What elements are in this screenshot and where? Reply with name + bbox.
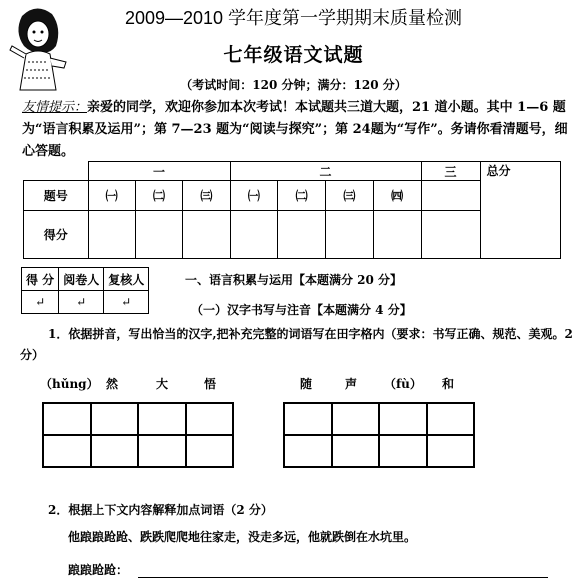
total-score-header: 总分: [480, 162, 560, 259]
grader-cell[interactable]: ↵: [104, 291, 149, 314]
intro-lead: 友情提示：: [22, 100, 88, 115]
pinyin-blank: （fù）: [384, 377, 422, 391]
score-table: [23, 161, 561, 259]
grader-header: 得 分: [22, 268, 59, 291]
score-cell[interactable]: [183, 211, 230, 259]
given-char: 然: [106, 377, 119, 391]
exam-meta: （考试时间：120 分钟；满分：120 分）: [180, 78, 407, 92]
question-1-text: 1．依据拼音，写出恰当的汉字,把补充完整的词语写在田字格内（要求：书写正确、规范、美观。2 分）: [20, 327, 573, 362]
given-char: 和: [442, 377, 455, 391]
section-header-3: 三: [421, 162, 480, 181]
score-cell[interactable]: [326, 211, 374, 259]
grader-cell[interactable]: ↵: [59, 291, 104, 314]
question-2-sentence: 他踉踉跄跄、跌跌爬爬地往家走，没走多远，他就跌倒在水坑里。: [68, 530, 417, 544]
subitem: ㈡: [278, 181, 326, 211]
score-cell[interactable]: [230, 211, 278, 259]
given-char: 悟: [204, 377, 217, 391]
subitem: ㈢: [183, 181, 230, 211]
pinyin-blank: （hǔng）: [40, 377, 99, 391]
intro-text: 亲爱的同学，欢迎你参加本次考试！本试题共三道大题，21 道小题。其中 1—6 题为“语言积累及运用”；第 7—23 题为“阅读与探究”；第 24题为“写作”。务请你看清题号，细心答题。: [22, 100, 568, 159]
exam-subtitle: 七年级语文试题: [223, 44, 364, 66]
grader-table: [21, 267, 149, 314]
writing-grid-left[interactable]: [42, 402, 234, 468]
grader-header: 阅卷人: [59, 268, 104, 291]
subitem: ㈠: [88, 181, 135, 211]
given-char: 声: [345, 377, 358, 391]
subitem: ㈣: [373, 181, 421, 211]
subitem: ㈡: [135, 181, 182, 211]
score-cell[interactable]: [278, 211, 326, 259]
grader-header: 复核人: [104, 268, 149, 291]
section-header-1: 一: [88, 162, 230, 181]
score-cell[interactable]: [88, 211, 135, 259]
intro-paragraph: [22, 97, 577, 163]
writing-grid-right[interactable]: [283, 402, 475, 468]
subitem: ㈢: [326, 181, 374, 211]
question-2-text: 2．根据上下文内容解释加点词语（2 分）: [48, 503, 273, 517]
row-label-number: 题号: [24, 181, 89, 211]
section-heading: 一、语言积累与运用【本题满分 20 分】: [185, 273, 403, 287]
score-cell[interactable]: [373, 211, 421, 259]
subsection-heading: （一）汉字书写与注音【本题满分 4 分】: [191, 303, 412, 317]
given-char: 随: [300, 377, 313, 391]
score-cell[interactable]: [135, 211, 182, 259]
answer-label: 踉踉跄跄：: [68, 563, 129, 577]
grader-cell[interactable]: ↵: [22, 291, 59, 314]
row-label-score: 得分: [24, 211, 89, 259]
given-char: 大: [156, 377, 169, 391]
score-cell[interactable]: [421, 211, 480, 259]
exam-title: 2009—2010 学年度第一学期期末质量检测: [124, 8, 463, 28]
pinyin-row: [0, 375, 587, 393]
section-header-2: 二: [230, 162, 421, 181]
subitem: ㈠: [230, 181, 278, 211]
answer-line[interactable]: [138, 576, 548, 578]
